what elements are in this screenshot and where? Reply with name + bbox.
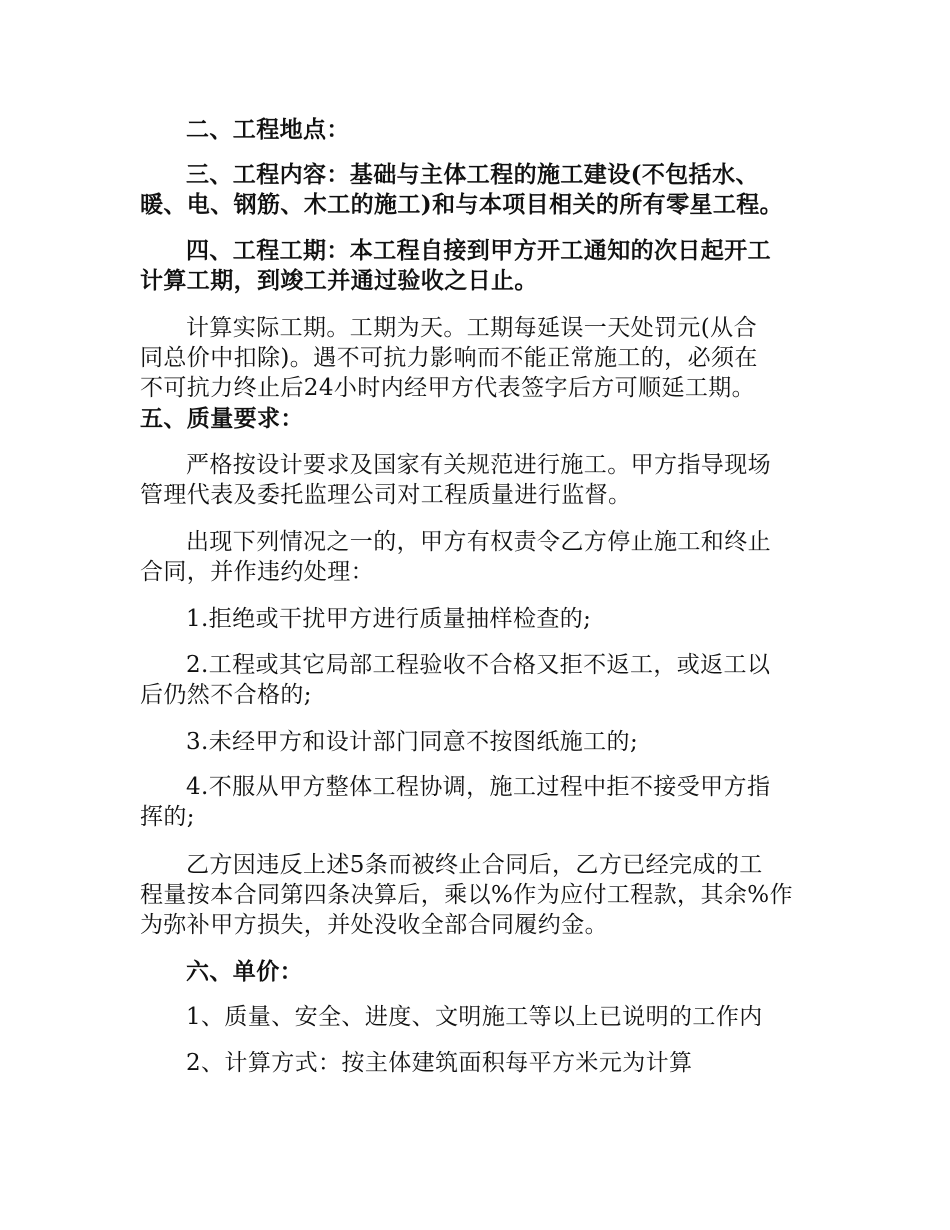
stop-paragraph-line-1: 出现下列情况之一的，甲方有权责令乙方停止施工和终止 (186, 529, 771, 555)
stop-paragraph-line-2: 合同，并作违约处理： (140, 559, 374, 585)
section-5-heading: 五、质量要求： (140, 405, 304, 432)
list-item-3: 3.未经甲方和设计部门同意不按图纸施工的; (186, 729, 639, 755)
quality-paragraph-line-2: 管理代表及委托监理公司对工程质量进行监督。 (140, 482, 632, 508)
penalty-paragraph-line-2: 程量按本合同第四条决算后，乘以%作为应付工程款，其余%作 (140, 882, 793, 908)
section-4-line-1: 四、工程工期：本工程自接到甲方开工通知的次日起开工 (186, 237, 771, 264)
section-4-line-2: 计算工期，到竣工并通过验收之日止。 (140, 267, 538, 294)
section-6-heading: 六、单价： (186, 958, 303, 985)
period-paragraph-line-1: 计算实际工期。工期为天。工期每延误一天处罚元(从合 (186, 315, 757, 341)
period-paragraph-line-2: 同总价中扣除)。遇不可抗力影响而不能正常施工的，必须在 (140, 345, 758, 371)
list-item-2-line-1: 2.工程或其它局部工程验收不合格又拒不返工，或返工以 (186, 652, 771, 678)
price-item-2: 2、计算方式：按主体建筑面积每平方米元为计算 (186, 1050, 693, 1076)
section-2-heading: 二、工程地点： (186, 116, 350, 143)
section-3-line-1: 三、工程内容：基础与主体工程的施工建设(不包括水、 (186, 161, 759, 188)
price-item-1: 1、质量、安全、进度、文明施工等以上已说明的工作内 (186, 1004, 763, 1030)
list-item-4-line-2: 挥的; (140, 804, 195, 830)
quality-paragraph-line-1: 严格按设计要求及国家有关规范进行施工。甲方指导现场 (186, 452, 771, 478)
list-item-4-line-1: 4.不服从甲方整体工程协调，施工过程中拒不接受甲方指 (186, 774, 771, 800)
penalty-paragraph-line-3: 为弥补甲方损失，并处没收全部合同履约金。 (140, 912, 608, 938)
section-3-line-2: 暖、电、钢筋、木工的施工)和与本项目相关的所有零星工程。 (140, 191, 784, 218)
list-item-1: 1.拒绝或干扰甲方进行质量抽样检查的; (186, 606, 592, 632)
list-item-2-line-2: 后仍然不合格的; (140, 682, 312, 708)
penalty-paragraph-line-1: 乙方因违反上述5条而被终止合同后，乙方已经完成的工 (186, 852, 763, 878)
period-paragraph-line-3: 不可抗力终止后24小时内经甲方代表签字后方可顺延工期。 (140, 375, 756, 401)
